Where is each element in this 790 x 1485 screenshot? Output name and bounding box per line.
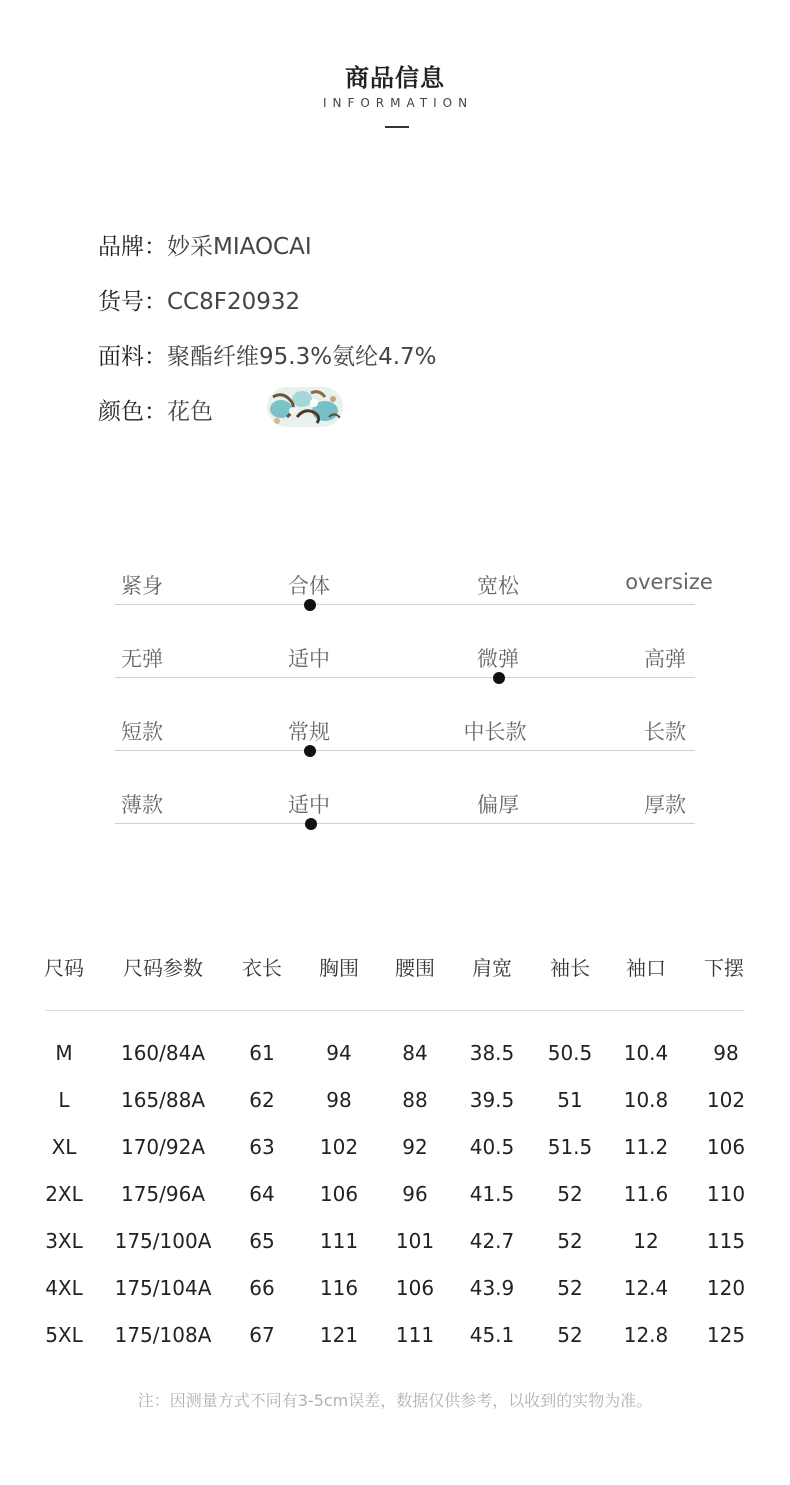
scale-stretch-label-2: 适中 (288, 647, 330, 671)
table-cell: 115 (706, 1229, 746, 1253)
table-cell: 92 (402, 1135, 428, 1159)
table-cell: 67 (249, 1323, 275, 1347)
table-header-hem: 下摆 (704, 956, 744, 980)
scale-stretch (115, 643, 695, 713)
table-cell: 52 (557, 1182, 583, 1206)
table-cell: 84 (402, 1041, 428, 1065)
table-cell: M (55, 1041, 73, 1065)
scale-fit-marker (304, 599, 316, 611)
table-cell: 4XL (45, 1276, 83, 1300)
table-cell: 175/96A (120, 1182, 206, 1206)
measurement-note: 注：因测量方式不同有3-5cm误差，数据仅供参考，以收到的实物为准。 (137, 1391, 653, 1410)
scale-length (115, 716, 695, 786)
table-cell: 111 (395, 1323, 435, 1347)
table-header-chest: 胸围 (319, 956, 359, 980)
scale-length-label-3: 中长款 (463, 720, 527, 744)
table-cell: 50.5 (547, 1041, 593, 1065)
scale-thickness-label-1: 薄款 (121, 793, 163, 817)
scale-length-label-2: 常规 (288, 720, 330, 744)
scale-fit-label-4: oversize (625, 570, 713, 594)
page-subtitle: INFORMATION (322, 96, 474, 110)
table-cell: 88 (402, 1088, 428, 1112)
info-sku (98, 283, 300, 316)
scale-thickness-label-3: 偏厚 (477, 793, 519, 817)
table-cell: 38.5 (469, 1041, 515, 1065)
table-cell: 3XL (45, 1229, 83, 1253)
table-header-size-spec: 尺码参数 (123, 956, 203, 980)
table-cell: 64 (249, 1182, 275, 1206)
scale-thickness (115, 789, 695, 859)
scale-thickness-marker (305, 818, 317, 830)
table-cell: 170/92A (120, 1135, 206, 1159)
table-cell: 101 (395, 1229, 435, 1253)
table-cell: 51 (557, 1088, 583, 1112)
table-cell: 5XL (45, 1323, 83, 1347)
table-cell: 65 (249, 1229, 275, 1253)
table-cell: 40.5 (469, 1135, 515, 1159)
table-header-size: 尺码 (44, 956, 84, 980)
table-cell: 2XL (45, 1182, 83, 1206)
table-cell: 98 (713, 1041, 739, 1065)
info-fabric (98, 338, 437, 371)
info-sku-value: CC8F20932 (167, 289, 301, 315)
title-divider (385, 126, 409, 128)
scale-thickness-label-2: 适中 (288, 793, 330, 817)
table-cell: 111 (319, 1229, 359, 1253)
table-cell: 94 (326, 1041, 352, 1065)
table-cell: 62 (249, 1088, 275, 1112)
table-cell: 121 (319, 1323, 359, 1347)
table-cell: 98 (326, 1088, 352, 1112)
table-cell: 11.2 (623, 1135, 669, 1159)
table-cell: 66 (249, 1276, 275, 1300)
scale-stretch-track (115, 677, 695, 678)
table-cell: 106 (319, 1182, 359, 1206)
table-cell: 45.1 (469, 1323, 515, 1347)
table-cell: 165/88A (120, 1088, 206, 1112)
table-cell: 39.5 (469, 1088, 515, 1112)
table-header-shoulder: 肩宽 (472, 956, 512, 980)
scale-fit-label-2: 合体 (288, 574, 330, 598)
info-brand-key: 品牌： (98, 234, 167, 260)
info-sku-key: 货号： (98, 289, 167, 315)
scale-length-label-4: 长款 (644, 720, 686, 744)
table-cell: 63 (249, 1135, 275, 1159)
info-brand-value: 妙采MIAOCAI (167, 234, 312, 260)
info-color-value: 花色 (167, 399, 213, 425)
scale-thickness-track (115, 823, 695, 824)
floral-swatch-icon (267, 387, 343, 427)
table-cell: 116 (319, 1276, 359, 1300)
table-cell: 41.5 (469, 1182, 515, 1206)
table-cell: 106 (706, 1135, 746, 1159)
table-cell: 12 (633, 1229, 659, 1253)
table-cell: 42.7 (469, 1229, 515, 1253)
scale-fit-track (115, 604, 695, 605)
table-header-cuff: 袖口 (626, 956, 666, 980)
scale-stretch-label-3: 微弹 (477, 647, 519, 671)
table-cell: 125 (706, 1323, 746, 1347)
table-cell: L (58, 1088, 70, 1112)
scale-length-marker (304, 745, 316, 757)
scale-fit-label-3: 宽松 (477, 574, 519, 598)
table-cell: 52 (557, 1229, 583, 1253)
table-cell: 106 (395, 1276, 435, 1300)
info-brand (98, 228, 312, 261)
scale-stretch-label-4: 高弹 (644, 647, 686, 671)
table-header-waist: 腰围 (395, 956, 435, 980)
table-cell: 102 (319, 1135, 359, 1159)
table-cell: 10.4 (623, 1041, 669, 1065)
table-cell: 10.8 (623, 1088, 669, 1112)
scale-fit (115, 570, 713, 640)
table-cell: 12.8 (623, 1323, 669, 1347)
table-header-sleeve: 袖长 (550, 956, 590, 980)
table-cell: 12.4 (623, 1276, 669, 1300)
table-divider (45, 1010, 745, 1011)
info-fabric-value: 聚酯纤维95.3%氨纶4.7% (167, 344, 437, 370)
table-cell: 43.9 (469, 1276, 515, 1300)
table-cell: 96 (402, 1182, 428, 1206)
table-cell: 120 (706, 1276, 746, 1300)
table-header-length: 衣长 (242, 956, 282, 980)
info-color-key: 颜色： (98, 399, 167, 425)
info-fabric-key: 面料： (98, 344, 167, 370)
table-cell: 51.5 (547, 1135, 593, 1159)
scale-length-label-1: 短款 (121, 720, 163, 744)
scale-fit-label-1: 紧身 (121, 574, 163, 598)
table-cell: 175/100A (114, 1229, 212, 1253)
table-cell: 110 (706, 1182, 746, 1206)
info-color (98, 393, 213, 426)
table-cell: 52 (557, 1323, 583, 1347)
table-cell: XL (51, 1135, 77, 1159)
scale-stretch-label-1: 无弹 (121, 647, 163, 671)
table-cell: 11.6 (623, 1182, 669, 1206)
table-cell: 175/108A (114, 1323, 212, 1347)
table-cell: 52 (557, 1276, 583, 1300)
table-cell: 175/104A (114, 1276, 212, 1300)
page-title: 商品信息 (345, 64, 445, 92)
scale-thickness-label-4: 厚款 (644, 793, 686, 817)
table-cell: 61 (249, 1041, 275, 1065)
scale-stretch-marker (493, 672, 505, 684)
scale-length-track (115, 750, 695, 751)
table-cell: 102 (706, 1088, 746, 1112)
table-cell: 160/84A (120, 1041, 206, 1065)
